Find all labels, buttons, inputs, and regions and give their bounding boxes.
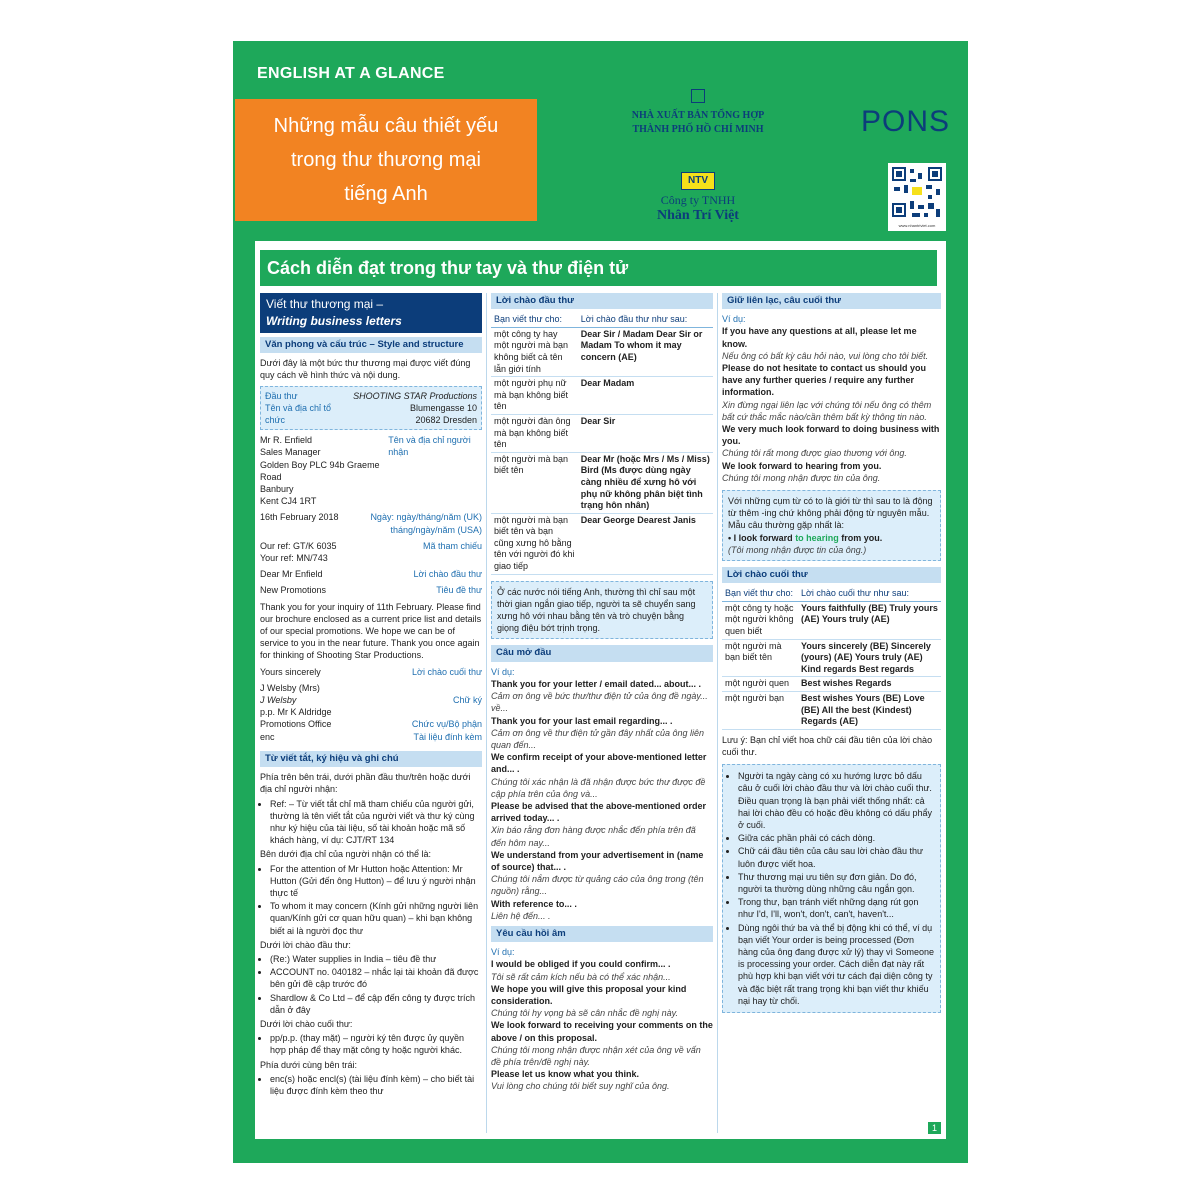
phrase-en: Please be advised that the above-mentioned order arrived today... .: [491, 800, 707, 824]
phrase-en: If you have any questions at all, please let me know.: [722, 326, 917, 349]
page-number: 1: [928, 1122, 941, 1134]
closing: Yours sincerely: [260, 666, 321, 677]
table-cell: Dear Mr (hoặc Mrs / Ms / Miss) Bird (Ms được dùng ngày càng nhiều để xưng hô với phụ nữ không phân biệt tình trạng hôn nhân): [578, 452, 713, 513]
signature: J Welsby: [260, 695, 297, 706]
letterhead-label: Đầu thư: [265, 390, 298, 401]
example-label: Ví dụ:: [491, 666, 515, 677]
table-cell: Yours faithfully (BE) Truly yours (AE) Yours truly (AE): [798, 601, 941, 639]
heading-line-1: Viết thư thương mại –: [266, 297, 384, 311]
section-band-title: Cách diễn đạt trong thư tay và thư điện tử: [260, 250, 937, 286]
column-3: [722, 293, 941, 1019]
note-text: Với những cụm từ có to là giới từ thì sau to là động từ thêm -ing chứ không phải động từ nguyên mẫu.: [728, 496, 933, 519]
capitalization-note: Lưu ý: Bạn chỉ viết hoa chữ cái đầu tiên của lời chào cuối thư.: [722, 734, 933, 757]
publisher-logo: [628, 89, 768, 137]
list-item: • Chữ cái đầu tiên của câu sau lời chào đầu thư luôn được viết hoa.: [738, 845, 935, 869]
opening-greeting-subheading: Lời chào đầu thư: [491, 293, 713, 309]
below-address-text: Bên dưới địa chỉ của người nhận có thể là:: [260, 849, 431, 860]
table-cell: một người đàn ông mà bạn không biết tên: [491, 414, 578, 452]
table-cell: Best wishes Regards: [798, 677, 941, 692]
reference-row: [260, 540, 482, 564]
column-1: [260, 293, 482, 1099]
company-line-2: Nhân Trí Việt: [657, 208, 739, 223]
table-row: [722, 639, 941, 677]
abbreviations-subheading: Từ viết tắt, ký hiệu và ghi chú: [260, 751, 482, 767]
letter-date: 16th February 2018: [260, 512, 339, 523]
table-row: [491, 452, 713, 513]
column-divider-1: [486, 293, 487, 1133]
table-header: Bạn viết thư cho:: [722, 587, 798, 601]
phrase-en: We understand from your advertisement in (name of source) that... .: [491, 849, 704, 872]
qr-code: [888, 163, 946, 231]
list-item: • Người ta ngày càng có xu hướng lược bỏ dấu câu ở cuối lời chào đầu thư và lời chào cuối thư. Điều quan trọng là bạn phải viết thống nhất: cả hai lời chào đều có hoặc đều không có dấu phẩy ở cuối.: [738, 770, 935, 831]
table-cell: Dear Sir: [578, 414, 713, 452]
phrase-en: Thank you for your last email regarding... .: [491, 715, 673, 726]
closing-greeting-subheading: Lời chào cuối thư: [722, 567, 941, 583]
table-cell: Dear George Dearest Janis: [578, 513, 713, 574]
phrase-en: Please do not hesitate to contact us should you have any further queries / require any further information.: [722, 363, 927, 398]
signature-label: Chữ ký: [452, 695, 482, 706]
heading-line-2: Writing business letters: [266, 314, 402, 328]
column-divider-2: [717, 293, 718, 1133]
phrase-en: Please let us know what you think.: [491, 1069, 640, 1080]
phrase-en: I would be obliged if you could confirm... .: [491, 959, 671, 970]
subject-label: Tiêu đề thư: [436, 585, 482, 596]
letterhead-box: [260, 386, 482, 431]
table-cell: Dear Sir / Madam Dear Sir or Madam To whom it may concern (AE): [578, 327, 713, 376]
list-item: • ACCOUNT no. 040182 – nhắc lại tài khoản đã được bên gửi đề cập trước đó: [270, 966, 482, 990]
company-street: Blumengasse 10: [409, 402, 477, 413]
table-cell: Dear Madam: [578, 377, 713, 415]
recipient-line: Sales Manager: [260, 447, 321, 458]
publisher-icon: [691, 89, 705, 103]
date-label-us: tháng/ngày/năm (USA): [390, 524, 482, 535]
content-panel: [255, 241, 946, 1139]
phrase-vi: Cảm ơn ông về bức thư/thư điện tử của ông đề ngày... về...: [491, 691, 708, 714]
title-line-1: Những mẫu câu thiết yếu: [273, 115, 499, 137]
list-item: • (Re:) Water supplies in India – tiêu đề thư: [270, 953, 482, 965]
list-item: • Dùng ngôi thứ ba và thể bị động khi có thể, ví dụ bạn viết Your order is being processed (Đơn hàng của ông đang được xử lý) thay vì Someone is processing your order. Cách diễn đạt này rất phù hợp khi bạn viết với tư cách đại diện công ty và đặc biệt rất trang trọng khi bạn viết thư khiếu nại hay từ chối.: [738, 922, 935, 1007]
date-row: [260, 511, 482, 535]
table-cell: một người bạn: [722, 692, 798, 730]
company-line-1: Công ty TNHH: [660, 193, 736, 207]
list-item: • Giữa các phần phải có cách dòng.: [738, 832, 935, 844]
informal-address-note: Ở các nước nói tiếng Anh, thường thì chỉ sau một thời gian ngắn giao tiếp, người ta sẽ chuyển sang xưng hô với nhau bằng tên và trò chuyện bằng giọng điệu bớt trịnh trọng.: [491, 581, 713, 640]
phrase-vi: Tôi sẽ rất cảm kích nếu bà có thể xác nhận...: [491, 971, 671, 982]
subject: New Promotions: [260, 585, 327, 596]
recipient-line: Mr R. Enfield: [260, 435, 313, 446]
title-box: [235, 99, 537, 221]
abbr-list-2: [260, 863, 482, 937]
table-cell: một người mà bạn biết tên và bạn cũng xưng hô bằng tên với người đó khi giao tiếp: [491, 513, 578, 574]
bottom-left-text: Phía dưới cùng bên trái:: [260, 1059, 357, 1070]
abbr-list-1: [260, 798, 482, 847]
table-header: Lời chào đầu thư như sau:: [578, 313, 713, 327]
closing-row: [260, 666, 482, 678]
phrase-vi: Chúng tôi mong nhận được nhận xét của ông về vấn đề phía trên/đề nghị này.: [491, 1044, 701, 1067]
phrase-vi: Xin báo rằng đơn hàng được nhắc đến phía trên đã đến hôm nay...: [491, 825, 696, 848]
recipient-label: Tên và địa chỉ người nhận: [388, 435, 471, 458]
list-item: • Thư thương mại ưu tiên sự đơn giản. Do đó, người ta thường dùng những câu ngắn gọn.: [738, 871, 935, 895]
table-header: Bạn viết thư cho:: [491, 313, 578, 327]
ntv-logo: [628, 171, 768, 224]
reply-request-subheading: Yêu cầu hồi âm: [491, 926, 713, 942]
abbr-list-5: [260, 1073, 482, 1097]
list-item: • Ref: – Từ viết tắt chỉ mã tham chiếu của người gửi, thường là tên viết tắt của người viết và thư ký cùng như ký hiệu của tài liệu, số tài khoản hoặc mã số khách hàng, ví dụ: CJT/RT 134: [270, 798, 482, 847]
abbr-intro: Phía trên bên trái, dưới phần đầu thư/trên hoặc dưới địa chỉ người nhận:: [260, 772, 471, 795]
table-cell: Best wishes Yours (BE) Love (BE) All the best (Kindest) Regards (AE): [798, 692, 941, 730]
writing-letters-heading: [260, 293, 482, 333]
phrase-en: With reference to... .: [491, 898, 577, 909]
office-row: [260, 718, 482, 730]
table-cell: một người mà bạn biết tên: [722, 639, 798, 677]
look-forward-note: Với những cụm từ có to là giới từ thì sau to là động từ thêm -ing chứ không phải động từ nguyên mẫu. Mẫu câu thường gặp nhất là: • I look forward to hearing from you. (Tôi mong nhận được tin của ông.): [722, 490, 941, 561]
poster-sheet: [233, 41, 968, 1163]
below-salutation-text: Dưới lời chào đầu thư:: [260, 939, 351, 950]
table-row: [722, 692, 941, 730]
table-cell: một người quen: [722, 677, 798, 692]
table-cell: Yours sincerely (BE) Sincerely (yours) (AE) Yours truly (AE) Kind regards Best regards: [798, 639, 941, 677]
phrase-vi: Chúng tôi mong nhận được tin của ông.: [722, 472, 881, 483]
recipient-line: Banbury: [260, 484, 294, 495]
ref-label: Mã tham chiếu: [422, 540, 482, 551]
phrase-en: We hope you will give this proposal your kind consideration.: [491, 983, 687, 1006]
table-cell: một công ty hay một người mà bạn không biết cả tên lẫn giới tính: [491, 327, 578, 376]
keep-in-touch-subheading: Giữ liên lạc, câu cuối thư: [722, 293, 941, 309]
date-label-uk: Ngày: ngày/tháng/năm (UK): [370, 512, 482, 523]
company-name: SHOOTING STAR Productions: [353, 390, 477, 401]
recipient-line: Golden Boy PLC 94b Graeme Road: [260, 459, 380, 482]
subject-row: [260, 584, 482, 596]
signer: J Welsby (Mrs): [260, 682, 320, 693]
sender-label: Tên và địa chỉ tổ chức: [265, 402, 332, 426]
list-item: • enc(s) hoặc encl(s) (tài liệu đính kèm) – cho biết tài liệu được đính kèm theo thư: [270, 1073, 482, 1097]
title-line-3: tiếng Anh: [344, 183, 428, 205]
title-line-2: trong thư thương mại: [291, 149, 481, 171]
closing-greeting-table: [722, 587, 941, 730]
salutation-row: [260, 568, 482, 580]
example-label: Ví dụ:: [722, 314, 746, 325]
our-ref: Our ref: GT/K 6035: [260, 540, 337, 551]
office: Promotions Office: [260, 719, 332, 730]
series-title: ENGLISH AT A GLANCE: [257, 65, 445, 82]
enclosure-label: Tài liệu đính kèm: [413, 731, 482, 742]
list-item: • To whom it may concern (Kính gửi những người liên quan/Kính gửi cơ quan hữu quan) – khi bạn không biết ai là người đọc thư: [270, 900, 482, 937]
phrase-vi: Liên hệ đến... .: [491, 910, 551, 921]
phrase-vi: Chúng tôi hy vọng bà sẽ cân nhắc đề nghị này.: [491, 1008, 678, 1019]
recipient-line: Kent CJ4 1RT: [260, 496, 317, 507]
note-phrase: from you.: [841, 532, 883, 543]
table-cell: một người phụ nữ mà bạn không biết tên: [491, 377, 578, 415]
phrase-vi: Vui lòng cho chúng tôi biết suy nghĩ của ông.: [491, 1081, 670, 1092]
letter-body: Thank you for your inquiry of 11th February. Please find our brochure enclosed as a current price list and details of our special promotions. We hope we can be of service to you in the near future. Thank you once again for thinking of Shooting Star Productions.: [260, 601, 482, 661]
phrase-vi: Chúng tôi rất mong được giao thương với ông.: [722, 448, 907, 459]
phrase-vi: Cảm ơn ông về thư điện tử gần đây nhất của ông liên quan đến...: [491, 727, 704, 750]
signature-row: [260, 694, 482, 706]
table-row: [491, 327, 713, 376]
column-2: [491, 293, 713, 1093]
list-item: • For the attention of Mr Hutton hoặc Attention: Mr Hutton (Gửi đến ông Hutton) – để lưu ý người nhận thực tế: [270, 863, 482, 900]
office-label: Chức vụ/Bộ phận: [411, 719, 482, 730]
phrase-vi: Nếu ông có bất kỳ câu hỏi nào, vui lòng cho tôi biết.: [722, 350, 929, 361]
table-row: [491, 414, 713, 452]
enclosure: enc: [260, 731, 275, 742]
opening-sentences-subheading: Câu mở đầu: [491, 645, 713, 661]
company-city: 20682 Dresden: [415, 415, 477, 426]
ntv-badge: NTV: [681, 172, 715, 190]
table-row: [722, 677, 941, 692]
phrase-en: Thank you for your letter / email dated... about... .: [491, 678, 702, 689]
closing-label: Lời chào cuối thư: [412, 666, 482, 677]
recipient-block: [260, 434, 482, 507]
per-procurationem: p.p. Mr K Aldridge: [260, 707, 332, 718]
table-row: [491, 377, 713, 415]
table-cell: một người mà bạn biết tên: [491, 452, 578, 513]
phrase-en: We confirm receipt of your above-mentioned letter and... .: [491, 752, 707, 775]
qr-url: www.nhantriviet.com: [898, 223, 936, 228]
phrase-vi: Xin đừng ngại liên lạc với chúng tôi nếu ông có thêm bất cứ thắc mắc nào/cần thêm bất kỳ thông tin nào.: [722, 399, 932, 422]
table-cell: một công ty hoặc một người không quen biết: [722, 601, 798, 639]
note-translation: (Tôi mong nhận được tin của ông.): [728, 544, 867, 555]
phrase-en: We look forward to hearing from you.: [722, 460, 882, 471]
example-label: Ví dụ:: [491, 947, 515, 958]
style-structure-subheading: Văn phong và cấu trúc – Style and structure: [260, 337, 482, 353]
publisher-line-2: THÀNH PHỐ HỒ CHÍ MINH: [632, 124, 764, 135]
list-item: • Trong thư, bạn tránh viết những dạng rút gọn như I'd, I'll, won't, don't, can't, haven't...: [738, 896, 935, 920]
table-row: [491, 513, 713, 574]
below-closing-text: Dưới lời chào cuối thư:: [260, 1018, 353, 1029]
abbr-list-3: [260, 953, 482, 1016]
phrase-vi: Chúng tôi nắm được từ quảng cáo của ông trong (tên nguồn) rằng...: [491, 874, 704, 897]
opening-greeting-table: [491, 313, 713, 574]
style-tips-box: [722, 764, 941, 1013]
table-row: [722, 601, 941, 639]
your-ref: Your ref: MN/743: [260, 553, 328, 564]
note-highlight: to hearing: [795, 532, 839, 543]
salutation: Dear Mr Enfield: [260, 569, 323, 580]
intro-text: Dưới đây là một bức thư thương mại được viết đúng quy cách về hình thức và nội dung.: [260, 358, 471, 381]
phrase-en: We very much look forward to doing business with you.: [722, 424, 940, 447]
salutation-label: Lời chào đầu thư: [413, 569, 482, 580]
publisher-line-1: NHÀ XUẤT BẢN TỔNG HỢP: [631, 110, 765, 121]
phrase-en: We look forward to receiving your comments on the above / on this proposal.: [491, 1020, 713, 1043]
table-header: Lời chào cuối thư như sau:: [798, 587, 941, 601]
pons-logo: PONS: [861, 105, 951, 138]
qr-code-icon: [890, 165, 944, 223]
phrase-vi: Chúng tôi xác nhận là đã nhận được bức thư được đề cập phía trên của ông và...: [491, 776, 706, 799]
abbr-list-4: [260, 1032, 482, 1056]
note-phrase: I look forward: [733, 532, 793, 543]
enclosure-row: [260, 731, 482, 743]
list-item: • pp/p.p. (thay mặt) – người ký tên được ủy quyền hợp pháp để thay mặt công ty hoặc người khác.: [270, 1032, 482, 1056]
list-item: • Shardlow & Co Ltd – để cập đến công ty được trích dẫn ở đây: [270, 992, 482, 1016]
note-text: Mẫu câu thường gặp nhất là:: [728, 520, 845, 531]
